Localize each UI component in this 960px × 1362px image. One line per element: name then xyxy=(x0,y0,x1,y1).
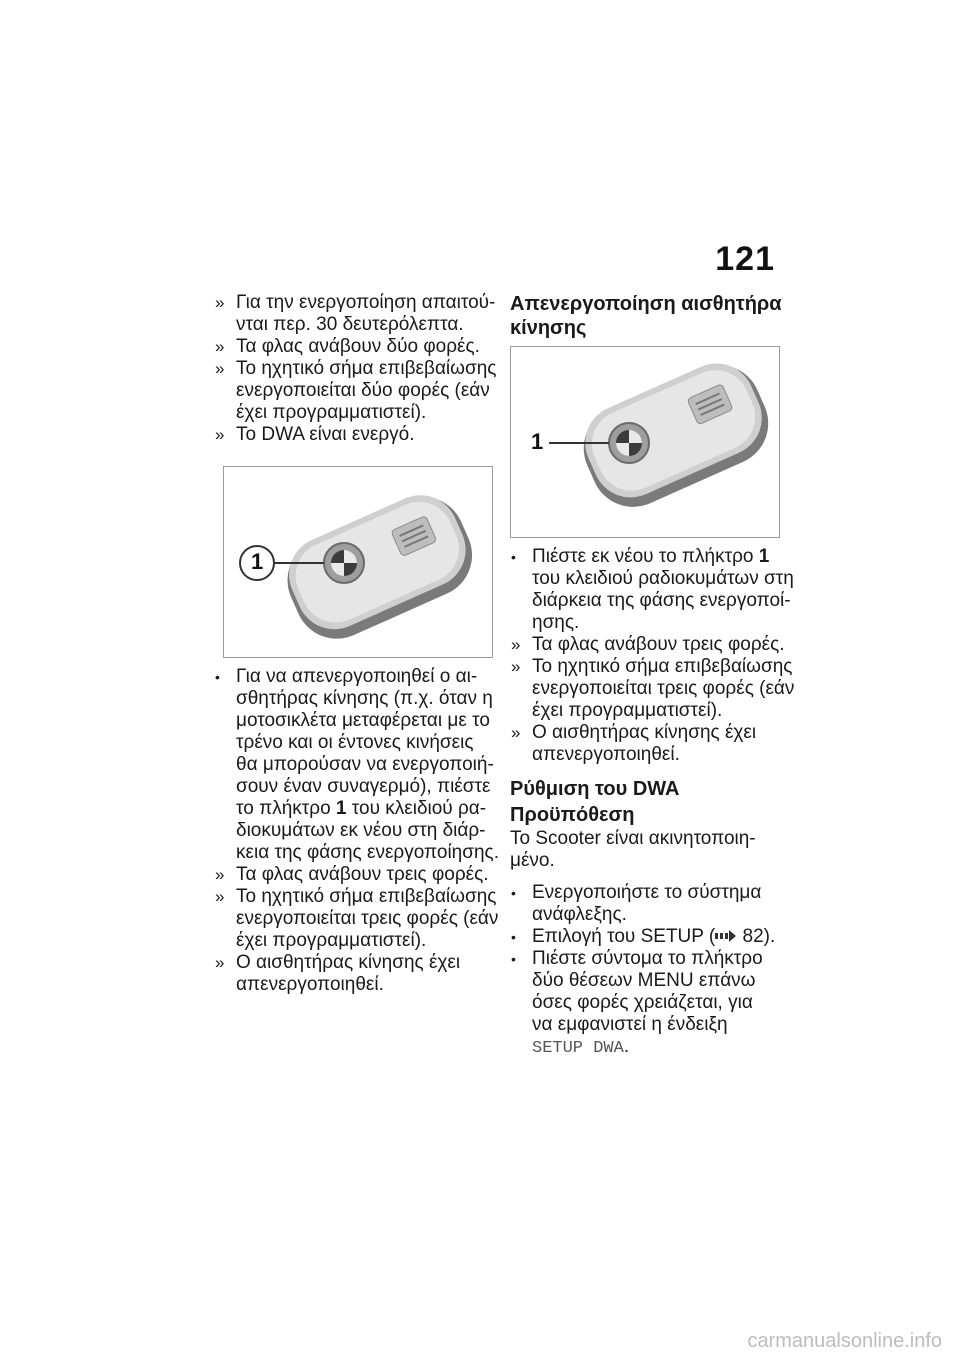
result-marker: » xyxy=(215,953,225,972)
text-line: νται περ. 30 δευτερόλεπτα. xyxy=(236,314,464,335)
text-line: Ο αισθητήρας κίνησης έχει xyxy=(532,722,757,743)
text-fragment: του κλειδιού ρα- xyxy=(346,798,487,819)
text-line: Ο αισθητήρας κίνησης έχει xyxy=(236,952,461,973)
text-line: Πιέστε σύντομα το πλήκτρο xyxy=(532,948,763,969)
result-marker: » xyxy=(215,887,225,906)
result-item xyxy=(214,424,496,446)
result-marker: » xyxy=(511,635,521,654)
result-item xyxy=(510,656,795,722)
key-fob-illustration xyxy=(511,347,779,537)
instruction-item xyxy=(510,926,782,948)
bullet-marker: • xyxy=(511,549,516,565)
result-marker: » xyxy=(511,723,521,742)
text-line: Το ηχητικό σήμα επιβεβαίωσης xyxy=(236,358,497,379)
text-fragment: Επιλογή του SETUP ( xyxy=(532,926,716,947)
text-line: Για την ενεργοποίηση απαιτού- xyxy=(236,292,496,313)
text-line: ανάφλεξης. xyxy=(532,904,627,925)
text-line xyxy=(532,546,782,568)
page-number: 121 xyxy=(715,240,775,278)
text-line: έχει προγραμματιστεί). xyxy=(236,930,427,951)
result-item xyxy=(214,358,496,424)
display-text: SETUP DWA xyxy=(532,1039,624,1058)
text-line: κεια της φάσης ενεργοποίησης. xyxy=(236,842,499,863)
text-line: ενεργοποιείται δύο φορές (εάν xyxy=(236,380,490,401)
key-fob-illustration xyxy=(224,467,492,657)
section-heading: κίνησης xyxy=(510,317,587,339)
callout-label: 1 xyxy=(531,429,544,454)
key-fob-figure xyxy=(510,346,780,538)
text-line: δύο θέσεων MENU επάνω xyxy=(532,970,756,991)
text-line: ενεργοποιείται τρεις φορές (εάν xyxy=(532,678,795,699)
key-fob-figure xyxy=(223,466,493,658)
text-line: έχει προγραμματιστεί). xyxy=(236,402,427,423)
left-column xyxy=(214,292,499,996)
result-marker: » xyxy=(215,865,225,884)
section-heading: Ρύθμιση του DWA xyxy=(510,778,680,800)
result-marker: » xyxy=(511,657,521,676)
callout-label: 1 xyxy=(251,549,264,574)
text-line xyxy=(532,926,782,948)
result-item xyxy=(214,886,499,952)
instruction-item xyxy=(214,666,499,864)
text-line: Ενεργοποιήστε το σύστημα xyxy=(532,882,762,903)
text-line: απενεργοποιηθεί. xyxy=(532,744,680,765)
result-marker: » xyxy=(215,359,225,378)
text-fragment: Πιέστε εκ νέου το πλήκτρο xyxy=(532,546,759,567)
text-line: να εμφανιστεί η ένδειξη xyxy=(532,1014,728,1035)
text-line: ησης. xyxy=(532,612,580,633)
result-marker: » xyxy=(215,425,225,444)
text-line: Τα φλας ανάβουν τρεις φορές. xyxy=(236,864,489,885)
result-item xyxy=(214,864,496,886)
watermark: carmanualsonline.info xyxy=(747,1330,942,1352)
result-item xyxy=(510,722,782,766)
text-fragment: . xyxy=(623,1036,630,1057)
subsection-heading: Προϋπόθεση xyxy=(510,804,635,826)
page-reference: 82). xyxy=(737,926,776,947)
text-line: του κλειδιού ραδιοκυμάτων στη xyxy=(532,568,794,589)
instruction-item xyxy=(510,546,794,634)
text-line: σθητήρας κίνησης (π.χ. όταν η xyxy=(236,688,493,709)
text-line: Το ηχητικό σήμα επιβεβαίωσης xyxy=(532,656,793,677)
text-line: διάρκεια της φάσης ενεργοποί- xyxy=(532,590,791,611)
text-line xyxy=(236,798,496,820)
text-line: έχει προγραμματιστεί). xyxy=(532,700,723,721)
text-line xyxy=(532,1036,782,1060)
text-line: Τα φλας ανάβουν τρεις φορές. xyxy=(532,634,785,655)
result-item xyxy=(214,336,496,358)
result-marker: » xyxy=(215,337,225,356)
result-item xyxy=(214,952,496,996)
text-line: διοκυμάτων εκ νέου στη διάρ- xyxy=(236,820,486,841)
text-line: Το Scooter είναι ακινητοποιη- xyxy=(510,828,756,849)
text-line: σουν έναν συναγερμό), πιέστε xyxy=(236,776,491,797)
instruction-item xyxy=(510,948,782,1060)
text-line: Για να απενεργοποιηθεί ο αι- xyxy=(236,666,478,687)
text-line: απενεργοποιηθεί. xyxy=(236,974,384,995)
text-line: Τα φλας ανάβουν δύο φορές. xyxy=(236,336,480,357)
text-line: μένο. xyxy=(510,850,555,871)
bullet-marker: • xyxy=(511,929,516,945)
result-marker: » xyxy=(215,293,225,312)
right-column xyxy=(510,292,795,1060)
text-line: Το DWA είναι ενεργό. xyxy=(236,424,415,445)
text-fragment: το πλήκτρο xyxy=(236,798,336,819)
text-line: μοτοσικλέτα μεταφέρεται με το xyxy=(236,710,490,731)
result-item xyxy=(510,634,785,656)
key-reference: 1 xyxy=(758,546,770,567)
bullet-marker: • xyxy=(215,669,220,685)
arrow-right-icon xyxy=(715,929,737,943)
text-line: τρένο και οι έντονες κινήσεις xyxy=(236,732,474,753)
bullet-marker: • xyxy=(511,951,516,967)
text-line: ενεργοποιείται τρεις φορές (εάν xyxy=(236,908,499,929)
text-line: όσες φορές χρειάζεται, για xyxy=(532,992,753,1013)
result-item xyxy=(214,292,496,336)
text-line: Το ηχητικό σήμα επιβεβαίωσης xyxy=(236,886,497,907)
key-reference: 1 xyxy=(335,798,347,819)
text-line: θα μπορούσαν να ενεργοποιή- xyxy=(236,754,494,775)
bullet-marker: • xyxy=(511,885,516,901)
section-heading: Απενεργοποίηση αισθητήρα xyxy=(510,293,782,315)
instruction-item xyxy=(510,882,782,926)
